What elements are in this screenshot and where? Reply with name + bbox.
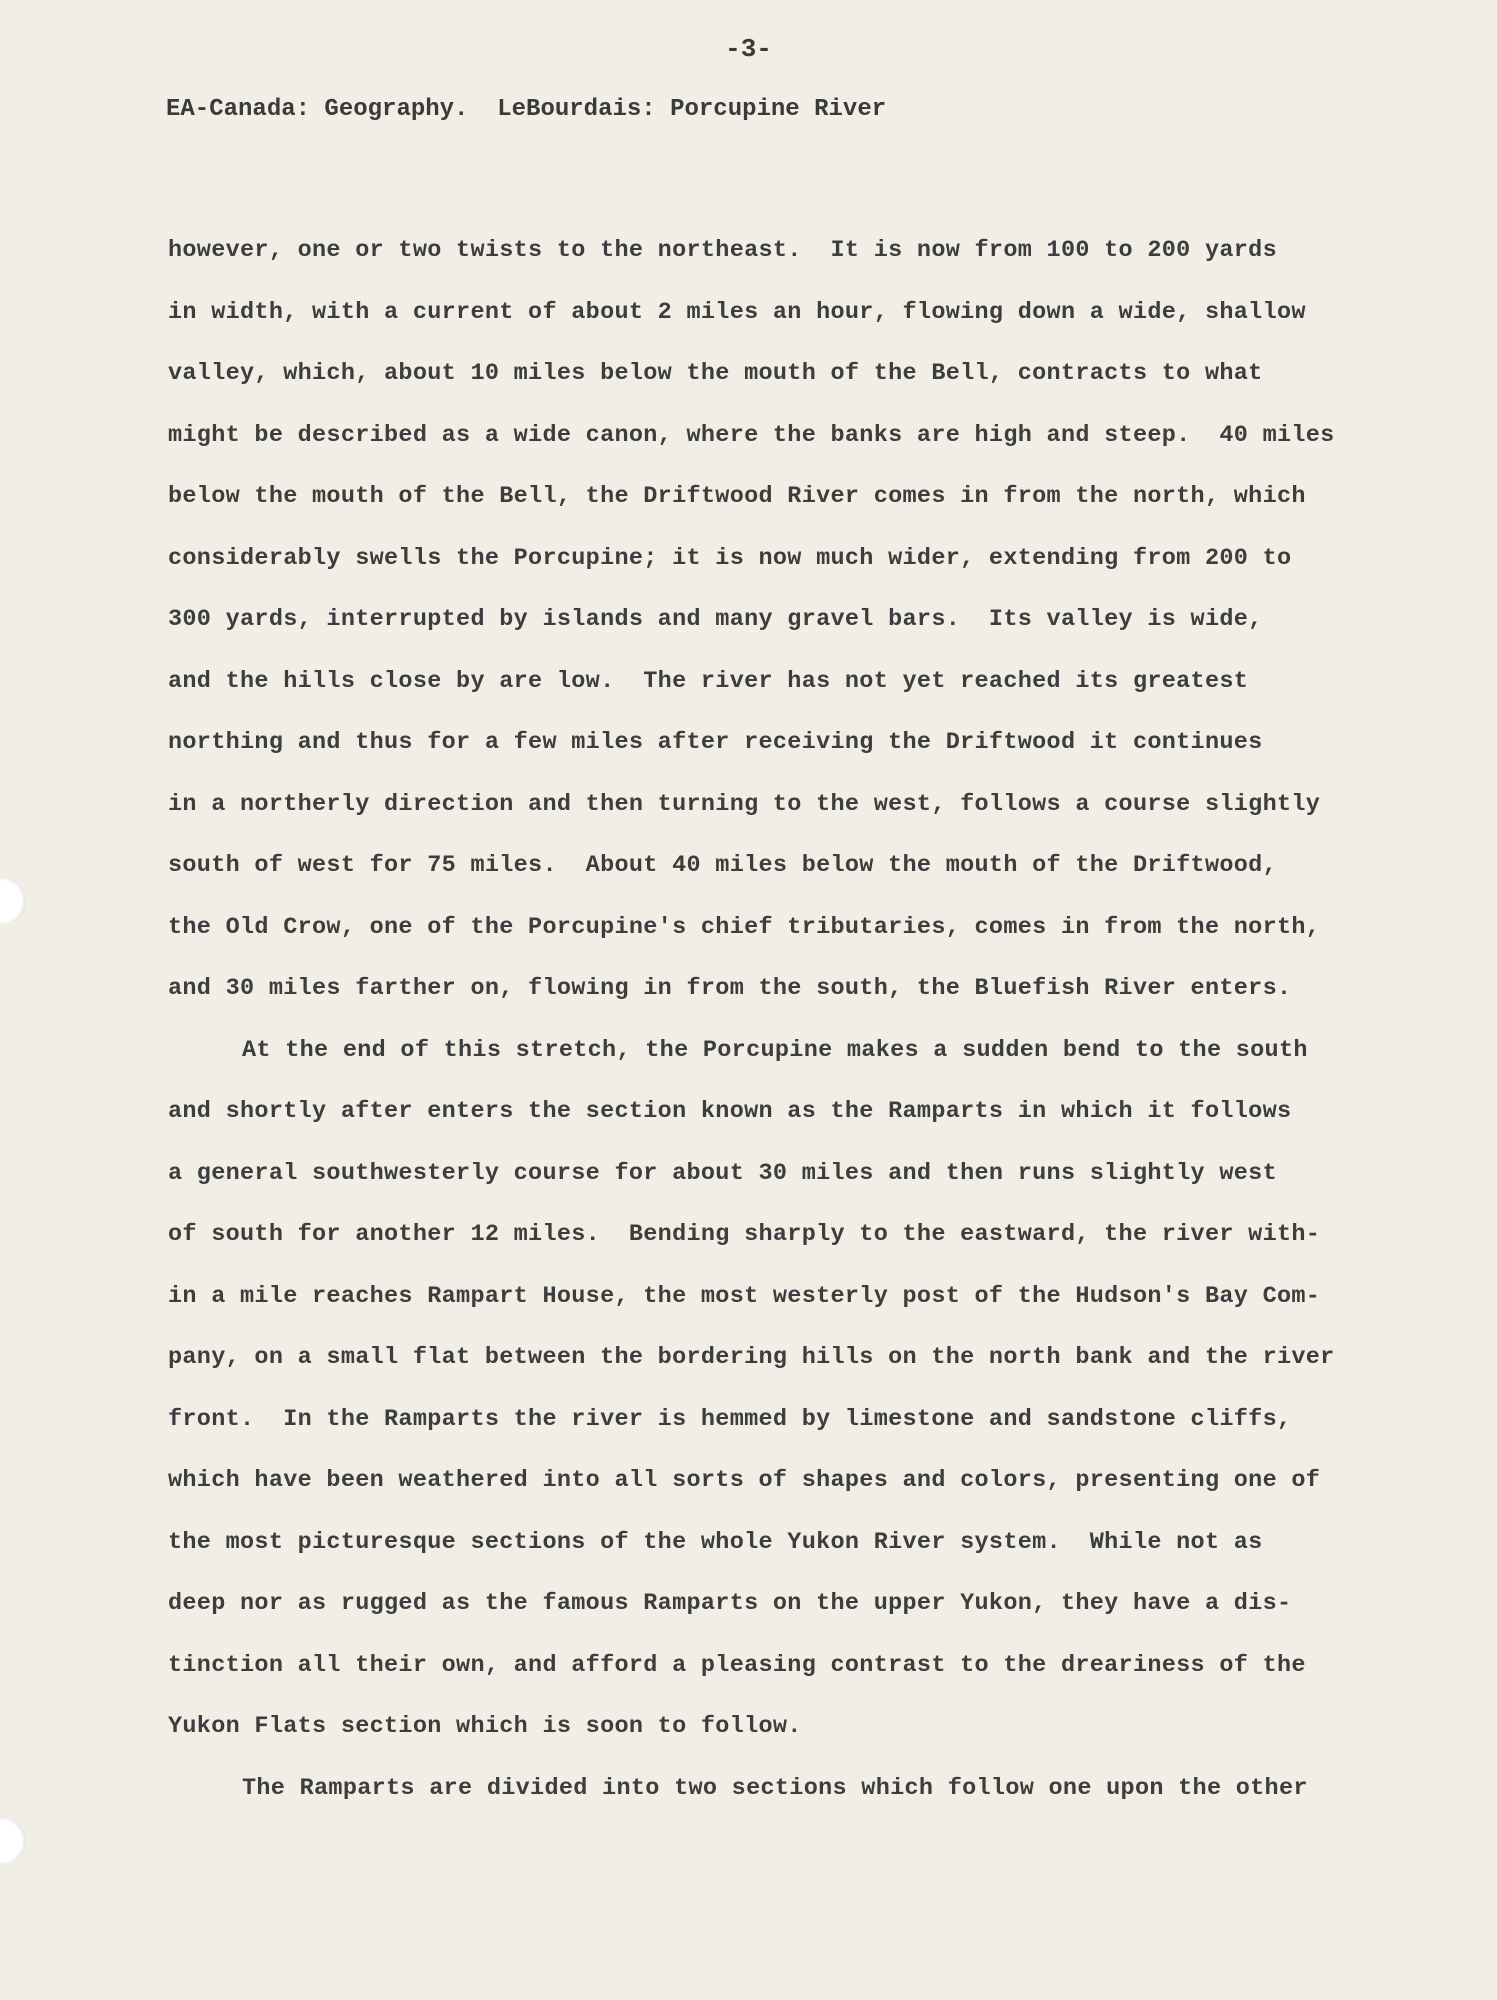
text-line: which have been weathered into all sorts of shapes and colors, presenting one of	[168, 1467, 1321, 1494]
text-line: the most picturesque sections of the whole Yukon River system. While not as	[168, 1528, 1263, 1556]
text-line: deep nor as rugged as the famous Ramparts on the upper Yukon, they have a dis-	[168, 1590, 1292, 1617]
paragraph-start-line: The Ramparts are divided into two sections which follow one upon the other	[242, 1774, 1308, 1802]
text-line: tinction all their own, and afford a pleasing contrast to the dreariness of the	[168, 1651, 1306, 1679]
body-text	[168, 220, 1408, 1819]
text-line: in width, with a current of about 2 miles an hour, flowing down a wide, shallow	[168, 298, 1306, 326]
text-line: front. In the Ramparts the river is hemmed by limestone and sandstone cliffs,	[168, 1405, 1292, 1433]
text-line: pany, on a small flat between the bordering hills on the north bank and the river	[168, 1344, 1335, 1371]
text-line: a general southwesterly course for about 30 miles and then runs slightly west	[168, 1159, 1277, 1187]
text-line: valley, which, about 10 miles below the mouth of the Bell, contracts to what	[168, 360, 1263, 387]
text-line: and 30 miles farther on, flowing in from the south, the Bluefish River enters.	[168, 975, 1292, 1002]
text-line: the Old Crow, one of the Porcupine's chief tributaries, comes in from the north,	[168, 913, 1321, 941]
punch-hole	[0, 878, 26, 924]
text-line: considerably swells the Porcupine; it is now much wider, extending from 200 to	[168, 544, 1292, 572]
page-number: -3-	[725, 34, 772, 64]
paragraph-start-line: At the end of this stretch, the Porcupine makes a sudden bend to the south	[242, 1036, 1308, 1064]
punch-hole	[0, 1818, 26, 1864]
text-line: in a northerly direction and then turning to the west, follows a course slightly	[168, 790, 1321, 818]
document-header: EA-Canada: Geography. LeBourdais: Porcupine River	[166, 96, 887, 123]
text-line: Yukon Flats section which is soon to follow.	[168, 1713, 802, 1740]
text-line: and shortly after enters the section known as the Ramparts in which it follows	[168, 1098, 1292, 1125]
text-line: northing and thus for a few miles after receiving the Driftwood it continues	[168, 729, 1263, 756]
text-line: 300 yards, interrupted by islands and many gravel bars. Its valley is wide,	[168, 606, 1263, 633]
text-line: below the mouth of the Bell, the Driftwood River comes in from the north, which	[168, 483, 1306, 510]
text-line: south of west for 75 miles. About 40 miles below the mouth of the Driftwood,	[168, 852, 1277, 879]
text-line: however, one or two twists to the northeast. It is now from 100 to 200 yards	[168, 237, 1277, 264]
text-line: and the hills close by are low. The river has not yet reached its greatest	[168, 667, 1249, 695]
text-line: in a mile reaches Rampart House, the most westerly post of the Hudson's Bay Com-	[168, 1282, 1321, 1310]
text-line: of south for another 12 miles. Bending sharply to the eastward, the river with-	[168, 1221, 1321, 1248]
text-line: might be described as a wide canon, where the banks are high and steep. 40 miles	[168, 421, 1335, 449]
